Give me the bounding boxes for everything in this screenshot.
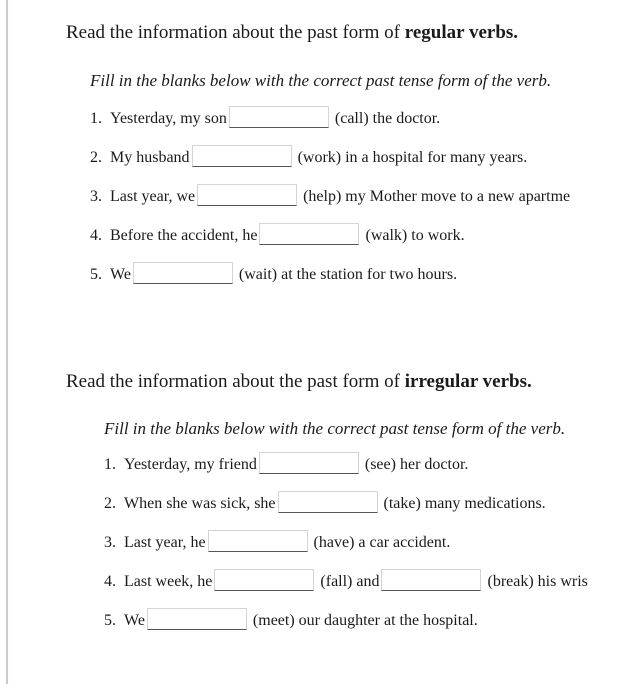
item-text-after: (take) many medications. <box>383 495 546 512</box>
item-text-middle: (fall) and <box>320 573 380 590</box>
section-1-heading-text: Read the information about the past form of <box>66 22 400 43</box>
item-text-before: My husband <box>110 149 190 166</box>
answer-blank-input[interactable] <box>229 106 329 128</box>
page-left-border <box>6 0 8 684</box>
item-text-after: (work) in a hospital for many years. <box>297 149 528 166</box>
item-number: 1. <box>90 110 102 127</box>
item-text-before: Last year, we <box>110 188 196 205</box>
item-text-before: Yesterday, my son <box>110 110 227 127</box>
section-2-heading-bold: irregular verbs. <box>404 371 532 392</box>
item-text-before: Last year, he <box>124 534 206 551</box>
item-text-before: Before the accident, he <box>110 227 258 244</box>
section-1-heading-bold: regular verbs. <box>404 22 519 43</box>
exercise-item <box>90 184 570 206</box>
exercise-item <box>104 491 546 513</box>
exercise-item <box>90 223 465 245</box>
exercise-item <box>104 530 450 552</box>
exercise-item <box>104 569 588 591</box>
answer-blank-input[interactable] <box>133 262 233 284</box>
item-number: 3. <box>104 534 116 551</box>
item-number: 4. <box>90 227 102 244</box>
section-2-instruction: Fill in the blanks below with the correct past tense form of the verb. <box>104 419 566 438</box>
exercise-item <box>104 452 468 474</box>
section-1-heading <box>66 22 518 44</box>
answer-blank-input[interactable] <box>278 491 378 513</box>
item-text-before: Last week, he <box>124 573 213 590</box>
item-text-after: (wait) at the station for two hours. <box>238 266 458 283</box>
item-number: 1. <box>104 456 116 473</box>
item-number: 3. <box>90 188 102 205</box>
item-number: 5. <box>104 612 116 629</box>
item-text-before: We <box>124 612 145 629</box>
item-text-after: (call) the doctor. <box>334 110 441 127</box>
answer-blank-input[interactable] <box>192 145 292 167</box>
item-text-after: (help) my Mother move to a new apartme <box>303 188 571 205</box>
item-text-before: Yesterday, my friend <box>124 456 257 473</box>
section-2-heading <box>66 371 532 393</box>
answer-blank-input[interactable] <box>208 530 308 552</box>
section-1-instruction: Fill in the blanks below with the correct past tense form of the verb. <box>90 71 552 90</box>
item-text-after: (break) his wris <box>487 573 588 590</box>
exercise-item <box>104 608 478 630</box>
answer-blank-input[interactable] <box>381 569 481 591</box>
answer-blank-input[interactable] <box>214 569 314 591</box>
item-number: 4. <box>104 573 116 590</box>
answer-blank-input[interactable] <box>259 223 359 245</box>
exercise-item <box>90 106 440 128</box>
item-text-before: We <box>110 266 131 283</box>
exercise-item <box>90 145 527 167</box>
item-text-after: (walk) to work. <box>365 227 465 244</box>
exercise-item <box>90 262 457 284</box>
item-number: 2. <box>90 149 102 166</box>
item-text-before: When she was sick, she <box>124 495 276 512</box>
answer-blank-input[interactable] <box>147 608 247 630</box>
answer-blank-input[interactable] <box>259 452 359 474</box>
item-number: 5. <box>90 266 102 283</box>
item-text-after: (see) her doctor. <box>364 456 469 473</box>
item-text-after: (have) a car accident. <box>313 534 451 551</box>
item-number: 2. <box>104 495 116 512</box>
item-text-after: (meet) our daughter at the hospital. <box>252 612 478 629</box>
answer-blank-input[interactable] <box>197 184 297 206</box>
section-2-heading-text: Read the information about the past form of <box>66 371 400 392</box>
